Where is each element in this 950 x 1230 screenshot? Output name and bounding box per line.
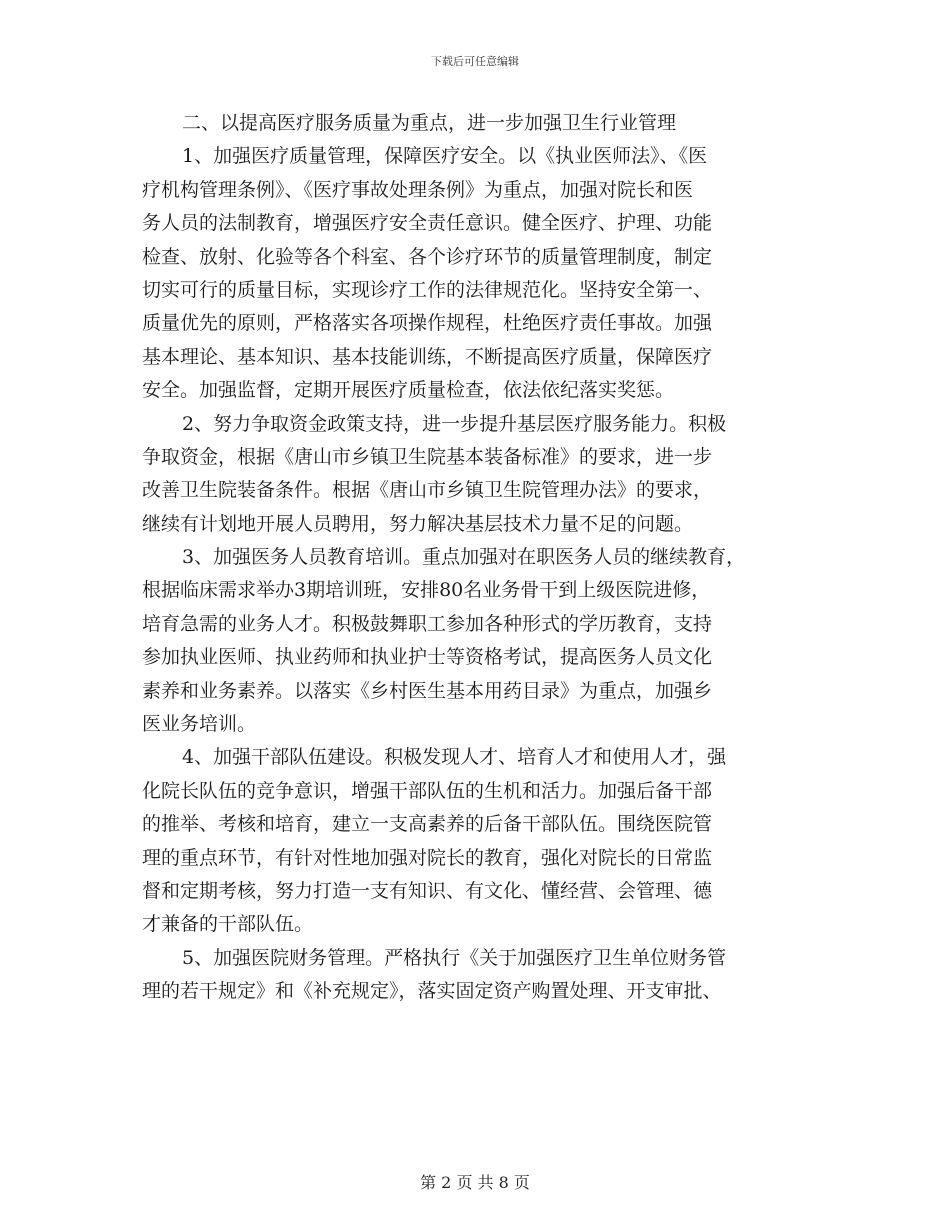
paragraph-line: 医业务培训。 [142,713,257,736]
paragraph-line: 素养和业务素养。以落实《乡村医生基本用药目录》为重点，加强乡 [142,679,713,702]
paragraph-line: 争取资金，根据《唐山市乡镇卫生院基本装备标准》的要求，进一步 [142,445,713,468]
paragraph-line: 培育急需的业务人才。积极鼓舞职工参加各种形式的学历教育，支持 [142,612,713,635]
paragraph-line: 质量优先的原则，严格落实各项操作规程，杜绝医疗责任事故。加强 [142,312,713,335]
paragraph-line: 继续有计划地开展人员聘用，努力解决基层技术力量不足的问题。 [142,512,694,535]
page-header: 下载后可任意编辑 [431,55,519,68]
paragraph-line: 的推举、考核和培育，建立一支高素养的后备干部队伍。围绕医院管 [142,813,713,836]
paragraph-5 [142,942,812,1009]
paragraph-line: 5、加强医院财务管理。严格执行《关于加强医疗卫生单位财务管 [182,946,727,969]
page-footer: 第 2 页 共 8 页 [420,1173,530,1192]
paragraph-1 [142,140,812,407]
document-body [142,107,812,1009]
paragraph-line: 务人员的法制教育，增强医疗安全责任意识。健全医疗、护理、功能 [142,212,713,235]
paragraph-4 [142,741,812,941]
paragraph-line: 检查、放射、化验等各个科室、各个诊疗环节的质量管理制度，制定 [142,245,713,268]
paragraph-line: 改善卫生院装备条件。根据《唐山市乡镇卫生院管理办法》的要求， [142,479,713,502]
section-heading: 二、以提高医疗服务质量为重点，进一步加强卫生行业管理 [182,112,677,134]
paragraph-line: 化院长队伍的竞争意识，增强干部队伍的生机和活力。加强后备干部 [142,779,713,802]
paragraph-line: 1、加强医疗质量管理，保障医疗安全。以《执业医师法》、《医 [182,145,708,168]
paragraph-3 [142,541,812,741]
paragraph-line: 督和定期考核，努力打造一支有知识、有文化、懂经营、会管理、德 [142,879,713,902]
paragraph-line: 2、努力争取资金政策支持，进一步提升基层医疗服务能力。积极 [182,412,727,435]
paragraph-line: 参加执业医师、执业药师和执业护士等资格考试，提高医务人员文化 [142,646,713,669]
paragraph-line: 疗机构管理条例》、《医疗事故处理条例》为重点，加强对院长和医 [142,178,694,201]
paragraph-line: 4、加强干部队伍建设。积极发现人才、培育人才和使用人才，强 [182,746,727,769]
paragraph-line: 理的若干规定》和《补充规定》，落实固定资产购置处理、开支审批、 [142,980,722,1003]
paragraph-line: 3、加强医务人员教育培训。重点加强对在职医务人员的继续教育， [182,546,746,569]
paragraph-line: 切实可行的质量目标，实现诊疗工作的法律规范化。坚持安全第一、 [142,278,713,301]
paragraph-2 [142,408,812,542]
paragraph-line: 安全。加强监督，定期开展医疗质量检查，依法依纪落实奖惩。 [142,379,675,402]
paragraph-line: 理的重点环节，有针对性地加强对院长的教育，强化对院长的日常监 [142,846,713,869]
paragraph-line: 根据临床需求举办3期培训班，安排80名业务骨干到上级医院进修， [142,579,711,602]
paragraph-line: 基本理论、基本知识、基本技能训练，不断提高医疗质量，保障医疗 [142,345,713,368]
paragraph-line: 才兼备的干部队伍。 [142,913,314,936]
